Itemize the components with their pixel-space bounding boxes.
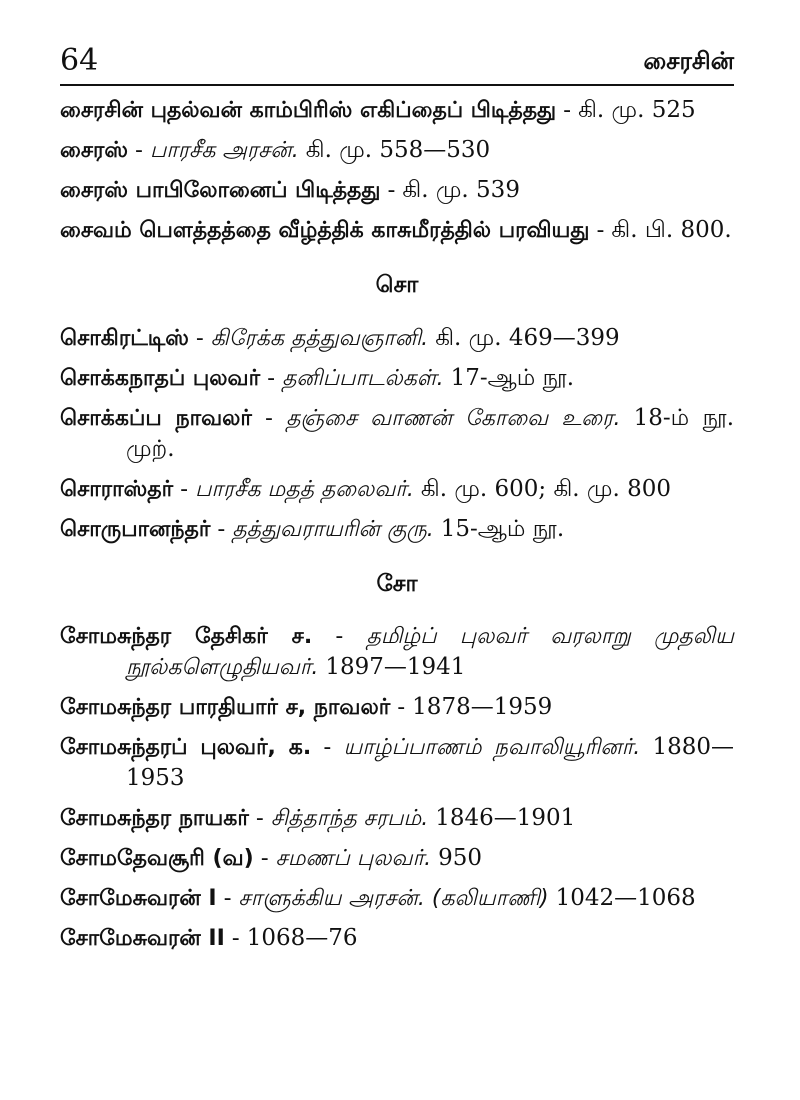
entry-term: சோமேசுவரன் II <box>60 926 225 951</box>
entry: சொருபானந்தர் - தத்துவராயரின் குரு. 15-ஆம் நூ. <box>60 516 565 542</box>
entry-term: சோமேசுவரன் I <box>60 886 217 911</box>
entry-description: தமிழ்ப் புலவர் வரலாறு முதலிய நூல்களெழுதியவர். <box>126 624 734 680</box>
entry: சோமசுந்தர நாயகர் - சித்தாந்த சரபம். 1846—1901 <box>60 805 576 831</box>
entry: சோமசுந்தர தேசிகர் ச. - தமிழ்ப் புலவர் வரலாறு முதலிய நூல்களெழுதியவர். 1897—1941 <box>60 624 734 680</box>
entry-description: தத்துவராயரின் குரு. <box>232 517 434 542</box>
section-heading: சொ <box>375 272 419 298</box>
entry-term: சோமசுந்தர பாரதியார் ச, நாவலர் <box>60 695 391 720</box>
entry-date: 1880—1953 <box>126 734 734 791</box>
entry: சோமேசுவரன் II - 1068—76 <box>60 925 358 951</box>
entry-date: கி. மு. 469—399 <box>435 325 620 351</box>
entry: சைரசின் புதல்வன் காம்பிரிஸ் எகிப்தைப் பிடித்தது - கி. மு. 525 <box>60 97 696 123</box>
entry-description: சித்தாந்த சரபம். <box>270 806 429 831</box>
entry-description: பாரசீக அரசன். <box>149 138 299 163</box>
entry: சோமசுந்தர பாரதியார் ச, நாவலர் - 1878—1959 <box>60 694 553 720</box>
entry-term: சைரசின் புதல்வன் காம்பிரிஸ் எகிப்தைப் பிடித்தது <box>60 98 557 123</box>
entry-date: 1846—1901 <box>435 805 576 831</box>
entry: சோமதேவசூரி (வ) - சமணப் புலவர். 950 <box>60 845 482 871</box>
running-head: சைரசின் <box>643 47 734 75</box>
page-number: 64 <box>60 43 99 78</box>
page-header <box>60 38 734 78</box>
entry-description: பாரசீக மதத் தலைவர். <box>195 477 414 502</box>
entry-term: சோமதேவசூரி (வ) <box>60 846 254 871</box>
entry: சொகிரட்டிஸ் - கிரேக்க தத்துவஞானி. கி. மு. 469—399 <box>60 325 620 351</box>
entry-term: சோமசுந்தர தேசிகர் ச. <box>60 624 313 649</box>
entry-date: 1068—76 <box>246 925 358 951</box>
entry-date: 1042—1068 <box>555 885 696 911</box>
entry-date: 1878—1959 <box>412 694 553 720</box>
entry: சைரஸ் பாபிலோனைப் பிடித்தது - கி. மு. 539 <box>60 177 520 203</box>
entry: சோமேசுவரன் I - சாளுக்கிய அரசன். (கலியாணி) 1042—1068 <box>60 885 696 911</box>
entry-term: சைவம் பௌத்தத்தை வீழ்த்திக் காசுமீரத்தில் பரவியது <box>60 218 590 243</box>
entry: சொக்கநாதப் புலவர் - தனிப்பாடல்கள். 17-ஆம் நூ. <box>60 365 575 391</box>
entry-term: சோமசுந்தரப் புலவர், க. <box>60 735 312 760</box>
entry: சொக்கப்ப நாவலர் - தஞ்சை வாணன் கோவை உரை. 18-ம் நூ. முற். <box>60 405 735 462</box>
entry: சொராஸ்தர் - பாரசீக மதத் தலைவர். கி. மு. 600; கி. மு. 800 <box>60 476 671 502</box>
entry-term: சொக்கப்ப நாவலர் <box>60 406 252 431</box>
entry-description: தனிப்பாடல்கள். <box>282 366 444 391</box>
entry-term: சோமசுந்தர நாயகர் <box>60 806 249 831</box>
entry-term: சொராஸ்தர் <box>60 477 174 502</box>
entry-term: சொக்கநாதப் புலவர் <box>60 366 261 391</box>
entry-term: சொகிரட்டிஸ் <box>60 326 189 351</box>
entry-date: 18-ம் நூ. முற். <box>126 405 735 462</box>
entry-description: சாளுக்கிய அரசன். (கலியாணி) <box>238 886 549 911</box>
entry: சைவம் பௌத்தத்தை வீழ்த்திக் காசுமீரத்தில் பரவியது - கி. பி. 800. <box>60 217 732 243</box>
entry-date: 1897—1941 <box>325 654 466 680</box>
entry-date: கி. பி. 800. <box>611 217 732 243</box>
entry-description: கிரேக்க தத்துவஞானி. <box>210 326 429 351</box>
entry-date: கி. மு. 558—530 <box>305 137 491 163</box>
entry-date: 950 <box>438 845 482 871</box>
entry-date: கி. மு. 539 <box>402 177 520 203</box>
entry-term: சைரஸ் <box>60 138 128 163</box>
dictionary-content <box>60 95 734 963</box>
entry-description: யாழ்ப்பாணம் நவாலியூரினர். <box>343 735 641 760</box>
entry-term: சொருபானந்தர் <box>60 517 211 542</box>
entry-date: கி. மு. 600; கி. மு. 800 <box>420 476 671 502</box>
entry: சைரஸ் - பாரசீக அரசன். கி. மு. 558—530 <box>60 137 491 163</box>
entry-date: கி. மு. 525 <box>578 97 696 123</box>
entry-description: தஞ்சை வாணன் கோவை உரை. <box>286 406 621 431</box>
entry-description: சமணப் புலவர். <box>275 846 432 871</box>
entry-date: 15-ஆம் நூ. <box>440 516 565 542</box>
header-rule <box>60 84 734 86</box>
entry-date: 17-ஆம் நூ. <box>450 365 575 391</box>
entry: சோமசுந்தரப் புலவர், க. - யாழ்ப்பாணம் நவாலியூரினர். 1880—1953 <box>60 734 734 791</box>
entry-term: சைரஸ் பாபிலோனைப் பிடித்தது <box>60 178 381 203</box>
section-heading: சோ <box>376 571 418 597</box>
